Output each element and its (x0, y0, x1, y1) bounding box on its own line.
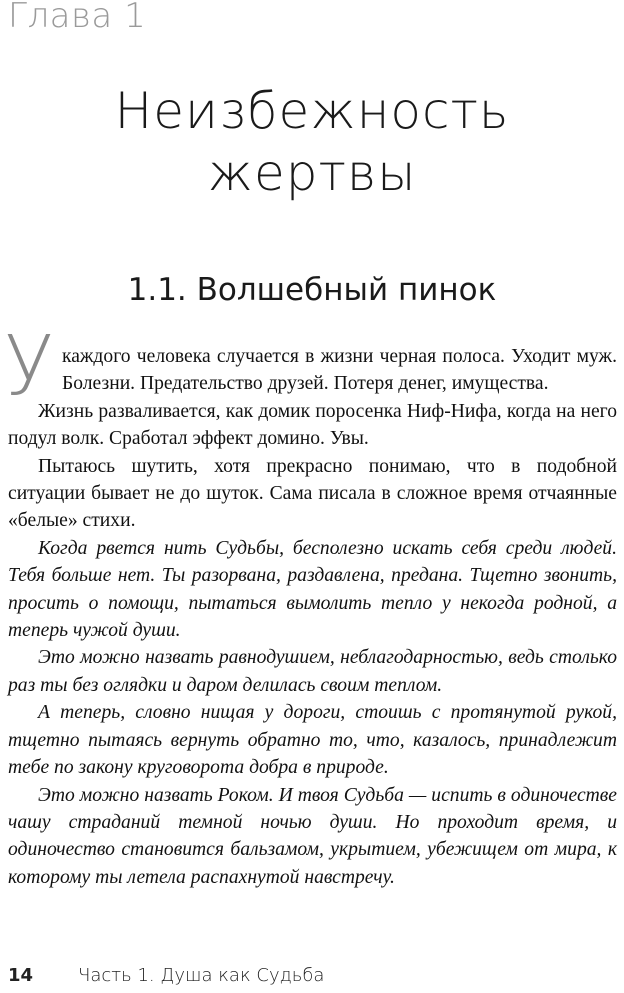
paragraph-2: Жизнь разваливается, как домик поросенка Ниф-Нифа, когда на него подул волк. Сработал эффект домино. Увы. (8, 400, 617, 450)
paragraph-1 (4, 319, 617, 414)
body-text (4, 319, 617, 891)
page-footer (8, 964, 324, 988)
verse-stanza-2: Это можно назвать равнодушием, неблагодарностью, ведь столько раз ты без оглядки и даром делилась своим теплом. (8, 647, 617, 696)
chapter-label: Глава 1 (8, 0, 147, 36)
chapter-title-line-1: Неизбежность (114, 82, 510, 140)
section-title: 1.1. Волшебный пинок (127, 272, 497, 308)
paragraph-3: Пытаюсь шутить, хотя прекрасно понимаю, что в подобной ситуации бывает не до шуток. Сама писала в сложное время отчаянные «белые» стихи. (8, 455, 617, 532)
chapter-title (0, 80, 624, 204)
verse-stanza-3: А теперь, словно нищая у дороги, стоишь с протянутой рукой, тщетно пытаясь вернуть обратно то, что, казалось, принадлежит тебе по закону круговорота добра в природе. (8, 702, 617, 779)
paragraph-1-text: каждого человека случается в жизни черная полоса. Уходит муж. Болезни. Предательство друзей. Потеря денег, имущества. (61, 346, 617, 395)
chapter-title-line-2: жертвы (207, 144, 417, 202)
running-title: Часть 1. Душа как Судьба (78, 965, 325, 986)
drop-cap: У (4, 319, 54, 414)
verse-stanza-4: Это можно назвать Роком. И твоя Судьба — испить в одиночестве чашу страданий темной ночью души. Но проходит время, и одиночество становится бальзамом, укрытием, убежищем от мира, к которому ты летела распахнутой навстречу. (8, 784, 617, 888)
page-number: 14 (8, 965, 34, 986)
verse-stanza-1: Когда рвется нить Судьбы, бесполезно искать себя среди людей. Тебя больше нет. Ты разорвана, раздавлена, предана. Тщетно звонить, просить о помощи, пытаться вымолить тепло у некогда родной, а теперь чужой души. (8, 537, 617, 642)
